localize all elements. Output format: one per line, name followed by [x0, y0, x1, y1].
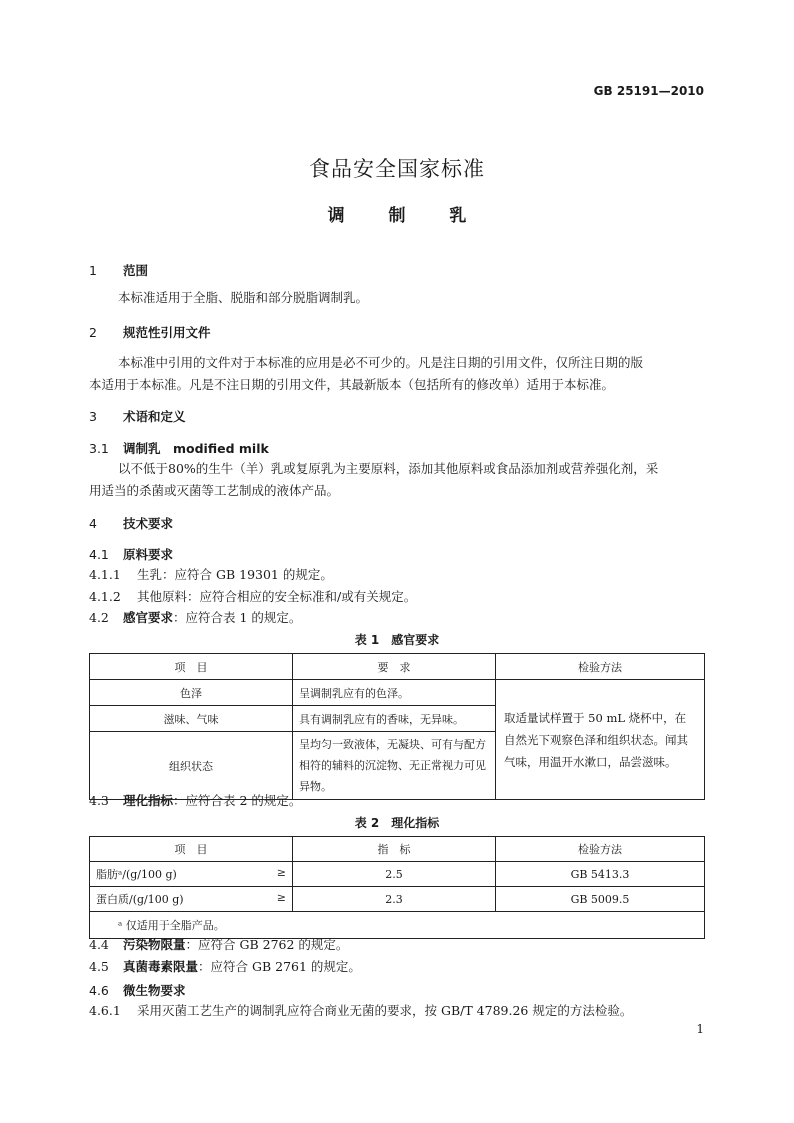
section-4-1-heading: 4.1 原料要求 — [89, 547, 174, 562]
section-4-6-heading: 4.6 微生物要求 — [89, 983, 186, 998]
table-2-header-value: 指 标 — [293, 837, 496, 862]
table-2-header-method: 检验方法 — [496, 837, 705, 862]
section-4-1-1: 4.1.1 生乳：应符合 GB 19301 的规定。 — [89, 567, 333, 582]
table-row: 滋味、气味 具有调制乳应有的香味，无异味。 — [90, 706, 705, 732]
table-1-caption: 表 1 感官要求 — [354, 633, 440, 647]
table-2-caption: 表 2 理化指标 — [354, 816, 440, 830]
table-1-sensory — [89, 653, 705, 800]
section-3-heading: 3 术语和定义 — [89, 409, 186, 424]
section-2-heading: 2 规范性引用文件 — [89, 325, 211, 340]
section-4-4: 4.4 污染物限量：应符合 GB 2762 的规定。 — [89, 937, 349, 952]
table-2-physicochemical — [89, 836, 705, 939]
table-1-header-method: 检验方法 — [496, 654, 705, 680]
table-2-header-item: 项 目 — [90, 837, 293, 862]
section-2-line1: 本标准中引用的文件对于本标准的应用是必不可少的。凡是注日期的引用文件，仅所注日期的版 — [118, 355, 644, 370]
section-3-1-line2: 用适当的杀菌或灭菌等工艺制成的液体产品。 — [89, 483, 340, 498]
table-1-header-item: 项 目 — [90, 654, 293, 680]
table-1-method: 取适量试样置于 50 mL 烧杯中，在自然光下观察色泽和组织状态。闻其气味，用温开水漱口，品尝滋味。 — [496, 680, 705, 800]
section-4-6-1: 4.6.1 采用灭菌工艺生产的调制乳应符合商业无菌的要求，按 GB/T 4789.26 规定的方法检验。 — [89, 1003, 633, 1018]
section-4-heading: 4 技术要求 — [89, 516, 174, 531]
standard-code: GB 25191—2010 — [593, 84, 704, 98]
table-row: 组织状态 呈均匀一致液体，无凝块、可有与配方相符的辅料的沉淀物、无正常视力可见异物。 — [90, 732, 705, 800]
section-4-5: 4.5 真菌毒素限量：应符合 GB 2761 的规定。 — [89, 959, 361, 974]
page-number: 1 — [696, 1022, 704, 1036]
document-subtitle: 调 制 乳 — [327, 206, 467, 226]
section-3-1-line1: 以不低于80%的生牛（羊）乳或复原乳为主要原料，添加其他原料或食品添加剂或营养强化剂，采 — [118, 461, 659, 476]
table-row: 蛋白质/(g/100 g) ≥ 2.3 GB 5009.5 — [90, 887, 705, 912]
section-4-2: 4.2 感官要求：应符合表 1 的规定。 — [89, 610, 302, 625]
section-1-heading: 1 范围 — [89, 263, 149, 278]
table-1-header-requirement: 要 求 — [293, 654, 496, 680]
section-4-1-2: 4.1.2 其他原料：应符合相应的安全标准和/或有关规定。 — [89, 589, 417, 604]
section-4-3: 4.3 理化指标：应符合表 2 的规定。 — [89, 793, 302, 808]
section-1-text: 本标准适用于全脂、脱脂和部分脱脂调制乳。 — [118, 290, 369, 305]
section-3-1-heading: 3.1 调制乳 modified milk — [89, 441, 269, 456]
table-row: 色泽 呈调制乳应有的色泽。 取适量试样置于 50 mL 烧杯中，在自然光下观察色泽和组织状态。闻其气味，用温开水漱口，品尝滋味。 — [90, 680, 705, 706]
table-2-footnote: ᵃ 仅适用于全脂产品。 — [90, 912, 705, 939]
section-2-line2: 本适用于本标准。凡是不注日期的引用文件，其最新版本（包括所有的修改单）适用于本标准。 — [89, 377, 615, 392]
table-row: 脂肪ᵃ/(g/100 g) ≥ 2.5 GB 5413.3 — [90, 862, 705, 887]
document-title: 食品安全国家标准 — [309, 157, 485, 181]
